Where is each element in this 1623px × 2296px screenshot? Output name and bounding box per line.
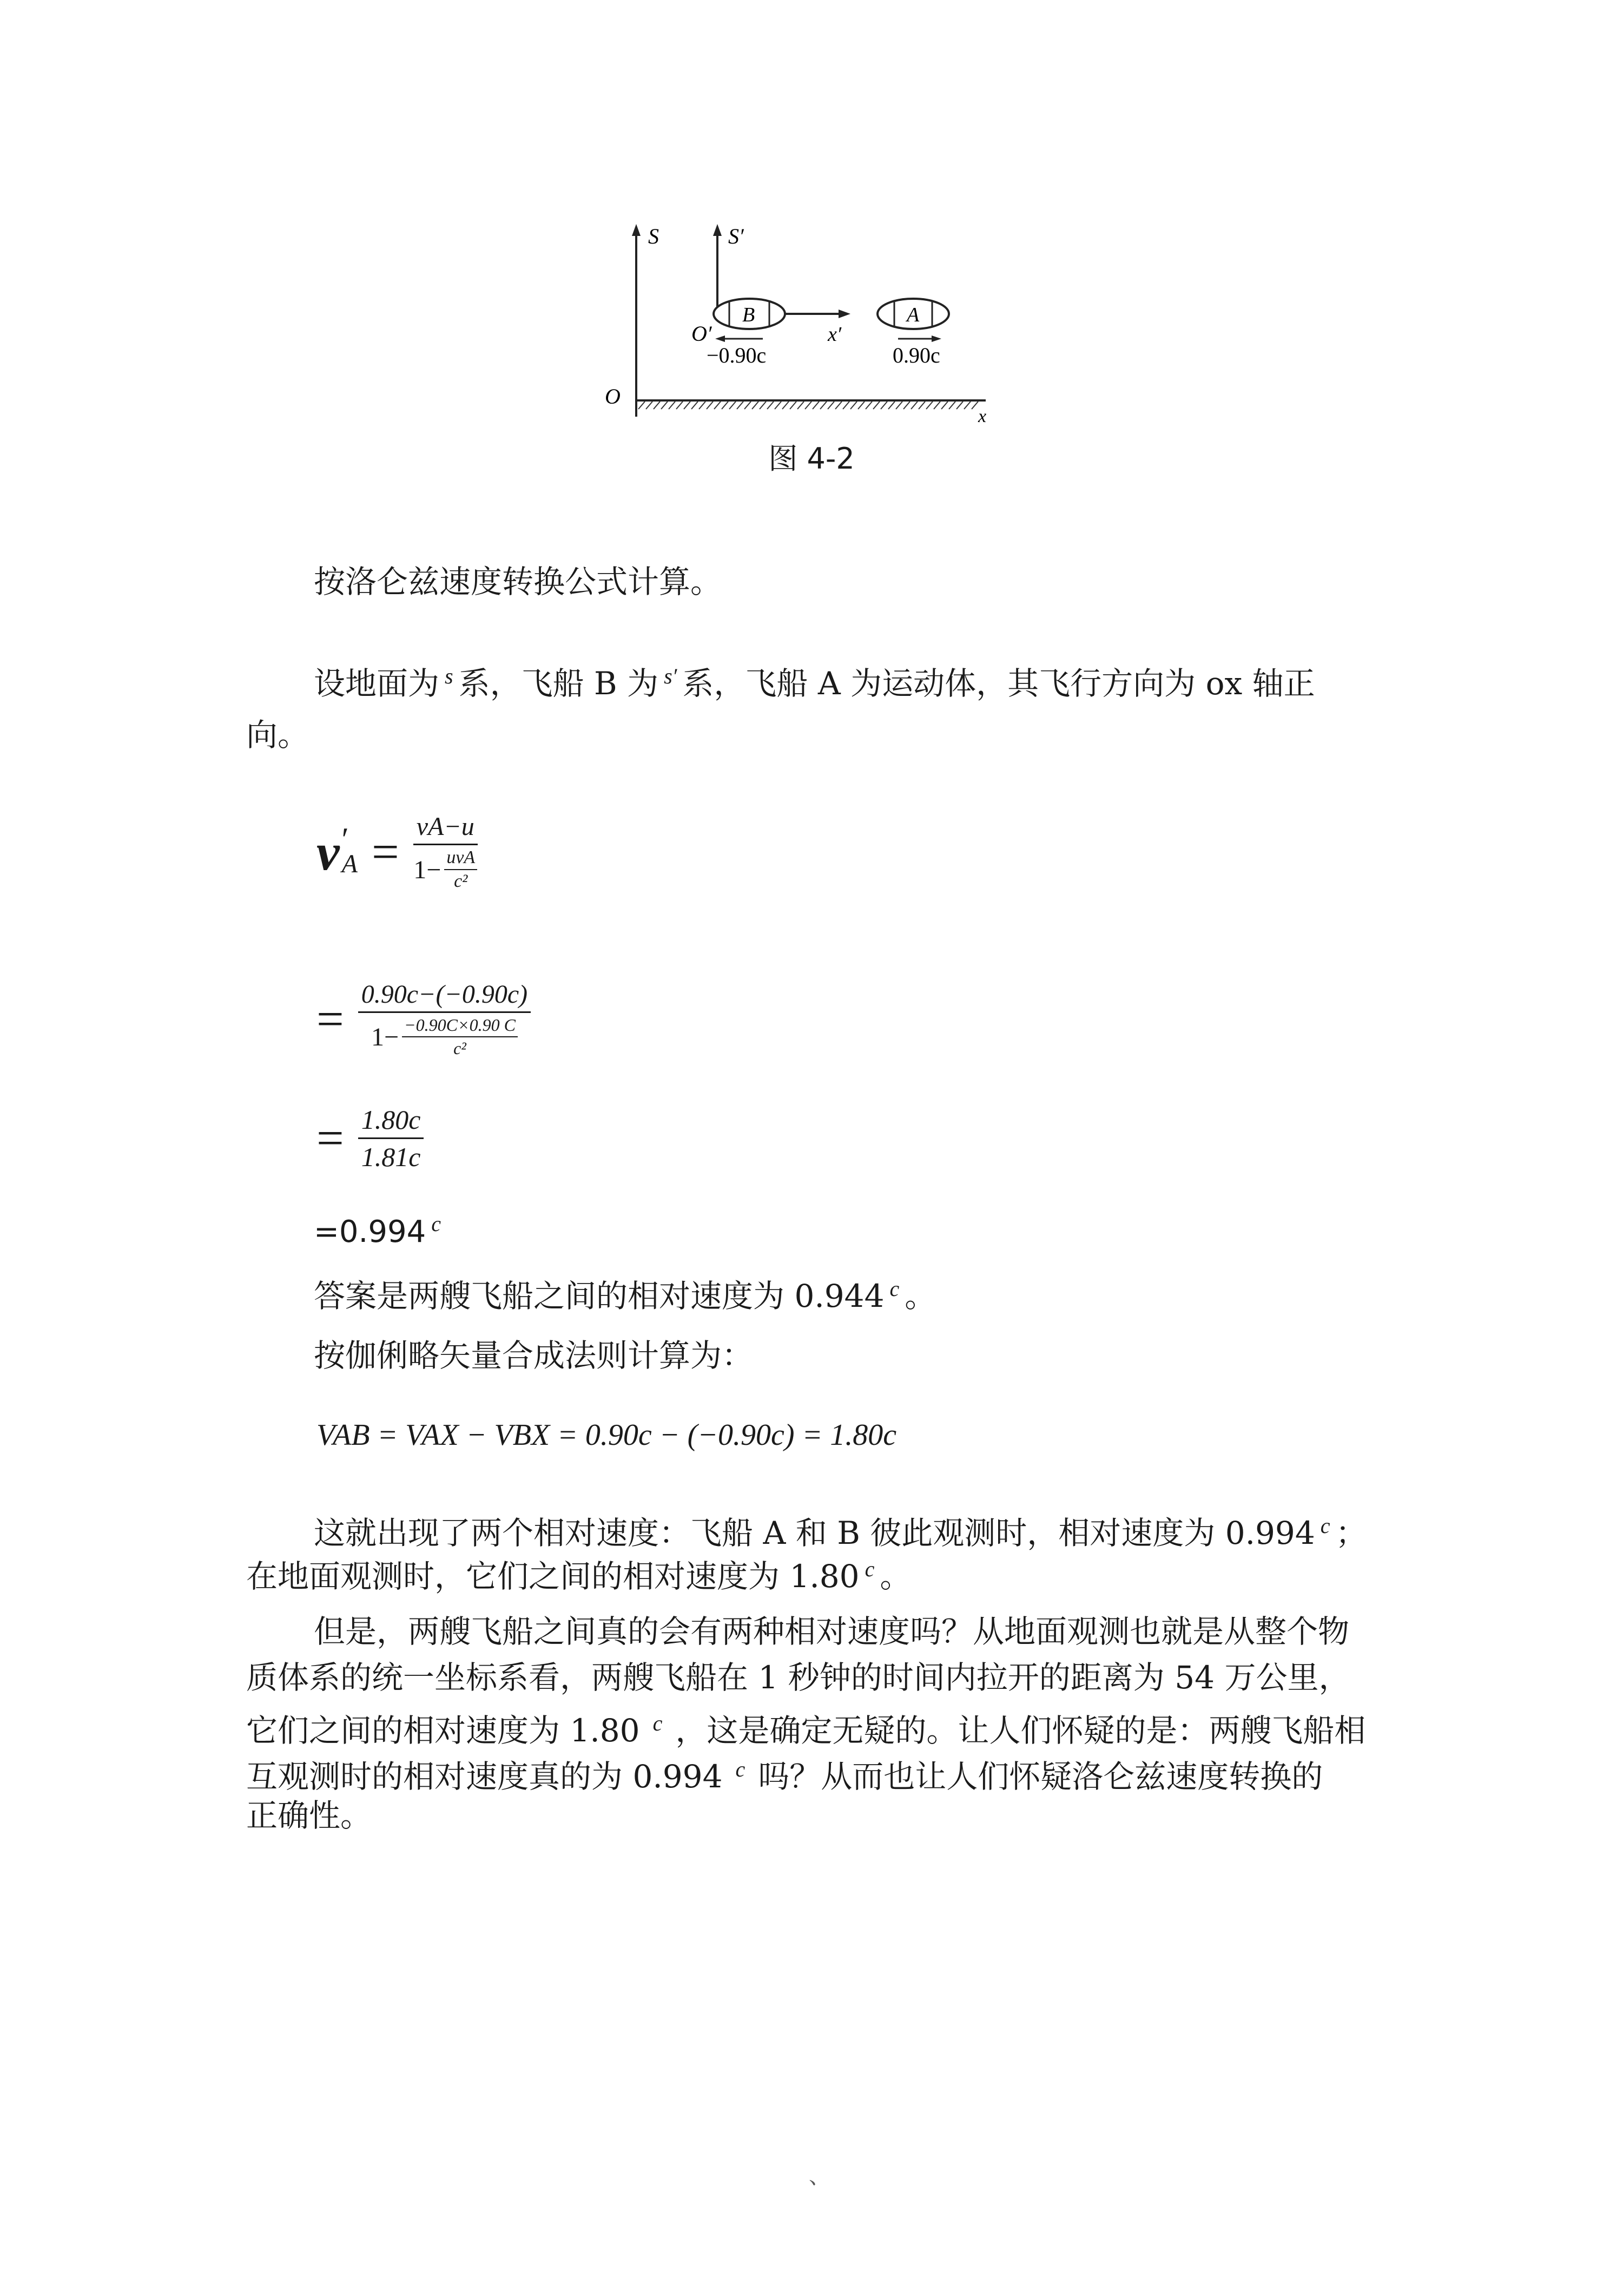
eq2-inner-fraction (402, 1015, 518, 1058)
paragraph-doubt-line-4 (246, 1748, 1323, 1798)
eq1-equals: = (371, 825, 399, 879)
eq1-den-one: 1− (413, 855, 441, 884)
paragraph-setup-line-2 (246, 713, 309, 756)
figure-caption: 图 4-2 (768, 442, 855, 476)
p4-line-3b: ，这是确定无疑的。让人们怀疑的是：两艘飞船相 (675, 1712, 1366, 1749)
eq1-denominator (413, 845, 477, 892)
p4-line-2: 质体系的统一坐标系看，两艘飞船在 1 秒钟的时间内拉开的距离为 54 万公里， (246, 1659, 1350, 1696)
p3-c1: c (1320, 1514, 1330, 1538)
equation-galileo: VAB = VAX − VBX = 0.90c − (−0.90c) = 1.80c (316, 1418, 897, 1452)
eq3-equals: = (316, 1111, 344, 1165)
label-s: S (648, 224, 659, 248)
answer-line (314, 1267, 936, 1318)
eq1-prime: ′ (341, 821, 349, 857)
text-lorentz-method: 按洛仑兹速度转换公式计算。 (314, 563, 722, 600)
eq1-v: v (316, 823, 340, 881)
paragraph-method-lorentz (314, 560, 722, 603)
eq2-inner-den: c² (453, 1038, 466, 1058)
label-o: O (605, 384, 621, 409)
paragraph-doubt-line-5 (246, 1794, 372, 1837)
eq1-inner-den: c² (454, 871, 468, 891)
answer-end: 。 (905, 1278, 936, 1314)
ship-a-velocity: 0.90c (893, 343, 940, 367)
p3-c2: c (865, 1557, 875, 1581)
galileo-line (314, 1334, 753, 1377)
eq3-denominator: 1.81c (361, 1142, 421, 1172)
paragraph-doubt-line-1 (314, 1610, 1349, 1653)
symbol-s: s (445, 664, 453, 688)
paragraph-two-velocities-line-2 (246, 1548, 911, 1598)
answer-c: c (889, 1277, 900, 1301)
footer-mark: 、 (809, 2164, 830, 2189)
p3-text-a: 这就出现了两个相对速度：飞船 A 和 B 彼此观测时，相对速度为 0.994 (314, 1515, 1315, 1551)
equation-substitution (316, 979, 531, 1058)
p4-line-1: 但是，两艘飞船之间真的会有两种相对速度吗？从地面观测也就是从整个物 (314, 1613, 1350, 1650)
p4-line-5: 正确性。 (246, 1797, 372, 1834)
p4-line-4b: 吗？从而也让人们怀疑洛仑兹速度转换的 (758, 1758, 1323, 1795)
p3-end: 。 (880, 1558, 912, 1595)
ship-b-velocity: −0.90c (707, 343, 767, 367)
ship-a-label: A (907, 304, 920, 326)
ship-b-label: B (742, 304, 755, 326)
result-value: =0.994 (314, 1214, 426, 1249)
answer-text: 答案是两艘飞船之间的相对速度为 0.944 (314, 1278, 885, 1314)
x-prime-axis-arrow (839, 310, 850, 318)
setup-text-a: 设地面为 (314, 665, 440, 702)
eq1-sub-a: A (341, 850, 358, 878)
setup-text-c: 系，飞船 A 为运动体，其飞行方向为 ox 轴正 (682, 665, 1315, 702)
label-s-prime: S′ (728, 224, 744, 248)
equation-simplified (316, 1104, 424, 1173)
eq3-fraction (358, 1104, 424, 1173)
eq1-numerator: vA−u (413, 812, 478, 845)
ship-b (714, 299, 785, 329)
figure-4-2 (601, 216, 1001, 433)
paragraph-setup-line-1 (314, 655, 1315, 705)
ground-hatching (638, 402, 978, 409)
eq2-equals: = (316, 992, 344, 1046)
p4-c4: c (735, 1757, 745, 1781)
equation-lorentz-formula (316, 812, 478, 892)
s-axis-arrow (632, 224, 641, 236)
p3-text-c: 在地面观测时，它们之间的相对速度为 1.80 (246, 1558, 860, 1595)
paragraph-doubt-line-3 (246, 1702, 1365, 1752)
p4-line-4a: 互观测时的相对速度真的为 0.994 (246, 1758, 723, 1795)
eq2-den-one: 1− (371, 1022, 399, 1051)
result-c: c (431, 1212, 441, 1236)
symbol-s-prime: s′ (664, 664, 677, 688)
eq1-inner-fraction (444, 847, 477, 892)
paragraph-doubt-line-2 (246, 1656, 1350, 1699)
result-line (314, 1202, 446, 1254)
eq2-numerator: 0.90c−(−0.90c) (358, 979, 531, 1013)
p4-line-3a: 它们之间的相对速度为 1.80 (246, 1712, 640, 1749)
ship-a (878, 299, 949, 329)
eq1-inner-num: uvA (444, 847, 477, 870)
label-x: x (978, 406, 987, 426)
galileo-text: 按伽俐略矢量合成法则计算为： (314, 1337, 754, 1374)
eq3-numerator: 1.80c (358, 1104, 424, 1139)
p3-text-b: ； (1335, 1515, 1367, 1551)
setup-text-b: 系，飞船 B 为 (458, 665, 659, 702)
eq2-denominator (371, 1013, 518, 1058)
setup-text-d: 向。 (246, 716, 309, 753)
label-o-prime: O′ (691, 321, 712, 346)
p4-c3: c (652, 1711, 663, 1735)
eq2-fraction (358, 979, 531, 1058)
s-prime-axis-arrow (713, 224, 722, 236)
reference-frames-diagram (601, 216, 1001, 433)
eq2-inner-num: −0.90C×0.90 C (402, 1015, 518, 1037)
eq1-fraction (413, 812, 478, 892)
label-x-prime: x′ (828, 323, 842, 346)
